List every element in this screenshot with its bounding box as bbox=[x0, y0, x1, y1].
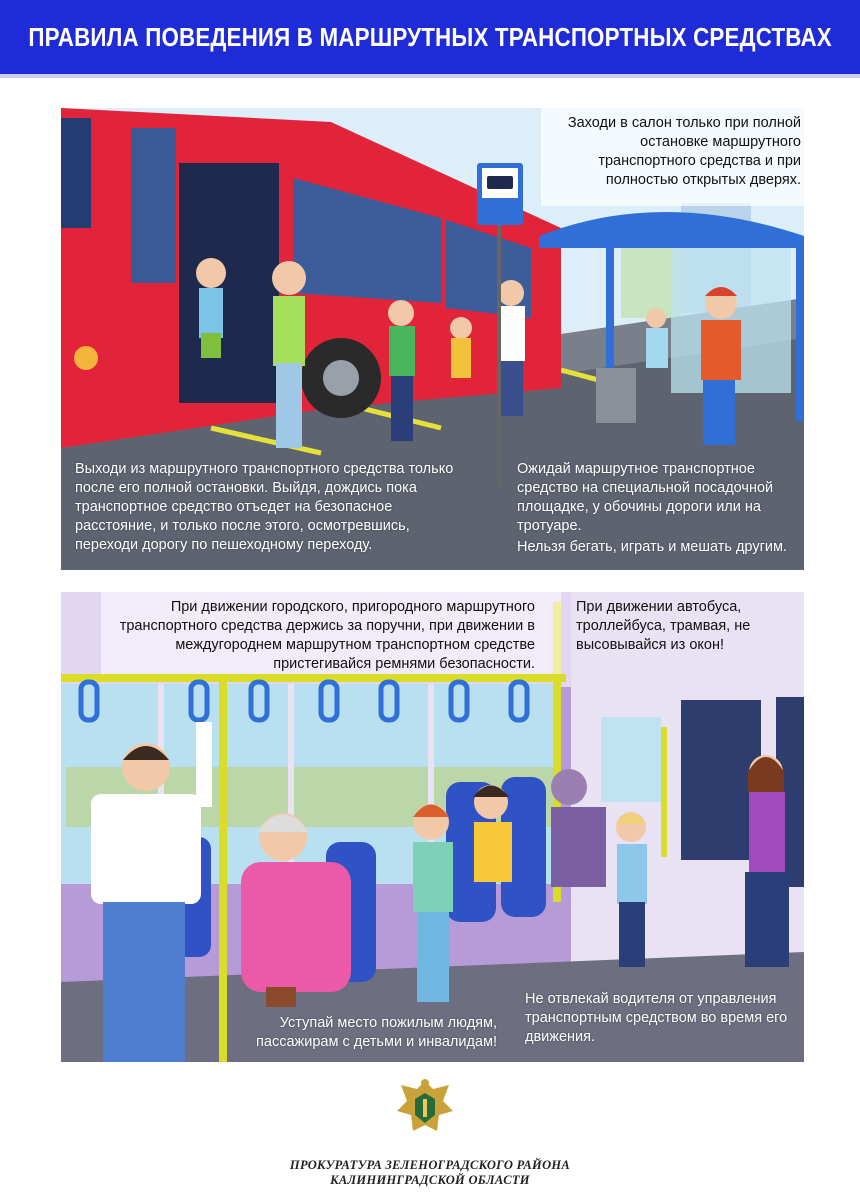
rule-exiting-text: Выходи из маршрутного транспортного средства только после его полной остановки. Выйдя, дождись пока транспортное средство отъедет на безопасное расстояние, и только после этого, осмотревшись, переходи дорогу по пешеходному переходу. bbox=[75, 461, 454, 553]
title-banner bbox=[0, 0, 860, 78]
page-title: ПРАВИЛА ПОВЕДЕНИЯ В МАРШРУТНЫХ ТРАНСПОРТНЫХ СРЕДСТВАХ bbox=[28, 21, 832, 52]
rule-driver-text: Не отвлекай водителя от управления транспортным средством во время его движения. bbox=[525, 991, 788, 1045]
rule-waiting-text: Ожидай маршрутное транспортное средство на специальной посадочной площадке, у обочины дороги или на тротуаре. bbox=[517, 461, 774, 534]
organization-name-line2: КАЛИНИНГРАДСКОЙ ОБЛАСТИ bbox=[330, 1173, 530, 1187]
woman-standing-right bbox=[745, 755, 789, 967]
organization-name-line1: ПРОКУРАТУРА ЗЕЛЕНОГРАДСКОГО РАЙОНА bbox=[289, 1158, 571, 1172]
rule-no-play-text: Нельзя бегать, играть и мешать другим. bbox=[517, 539, 787, 555]
panel-bus-stop bbox=[61, 108, 804, 570]
rule-entering-text: Заходи в салон только при полной остановке маршрутного транспортного средства и при полностью открытых дверях. bbox=[567, 115, 801, 188]
panel-bus-interior bbox=[61, 592, 804, 1062]
rule-seat-text: Уступай место пожилым людям, пассажирам с детьми и инвалидам! bbox=[256, 1015, 497, 1050]
rule-windows-text: При движении автобуса, троллейбуса, трамвая, не высовывайся из окон! bbox=[576, 599, 751, 653]
prosecutor-emblem-icon bbox=[393, 1075, 457, 1141]
rule-handrails-text: При движении городского, пригородного маршрутного транспортного средства держись за поручни, при движении в междугороднем маршрутном транспортном средстве пристегивайся ремнями безопасности. bbox=[119, 599, 535, 672]
